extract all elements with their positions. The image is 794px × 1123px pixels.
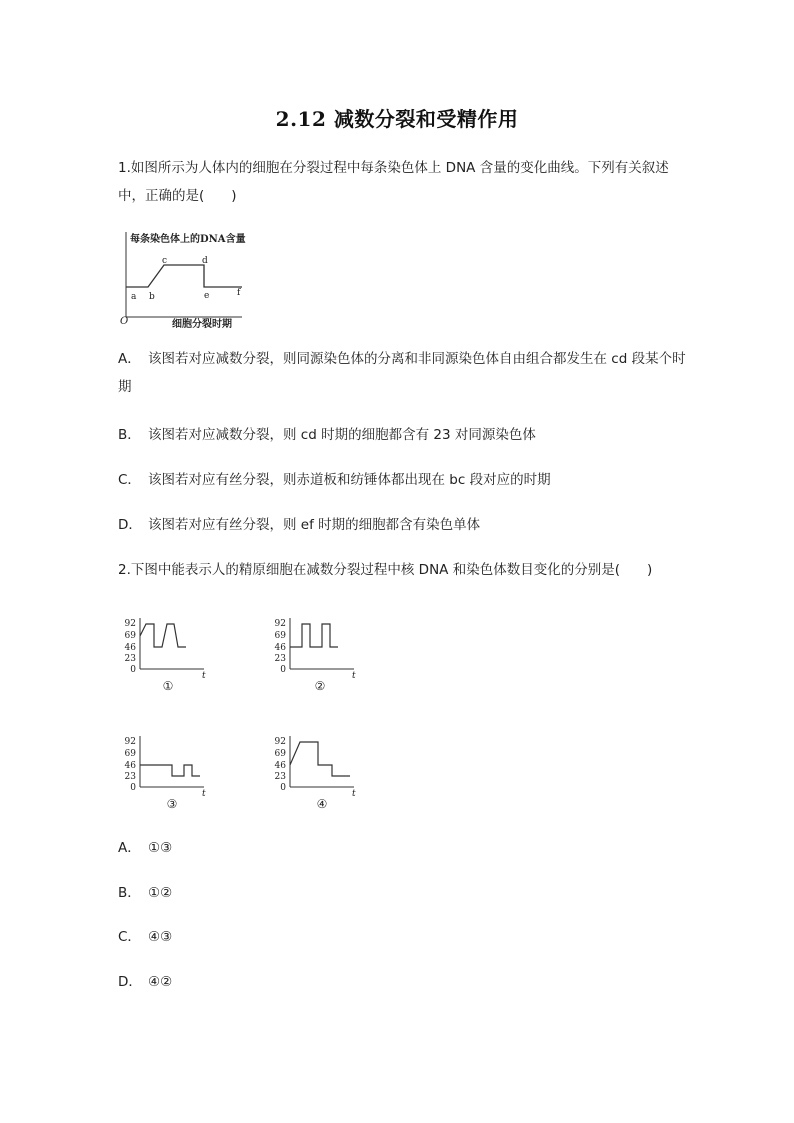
q2-option-c[interactable]: C． ④③ — [118, 929, 173, 945]
q2-option-a[interactable]: A． ①③ — [118, 840, 173, 856]
q2-option-d[interactable]: D． ④② — [118, 974, 173, 990]
point-label-c: c — [162, 256, 168, 266]
point-label-e: e — [204, 291, 210, 301]
graph1-caption: ① — [162, 679, 174, 693]
graph2-tick-92: 92 — [274, 619, 286, 629]
graph1-tick-23: 23 — [124, 654, 136, 664]
q2-option-b[interactable]: B． ①② — [118, 885, 173, 901]
question-2-stem: 2.下图中能表示人的精原细胞在减数分裂过程中核 DNA 和染色体数目变化的分别是( ) — [118, 562, 653, 578]
graph3-caption: ③ — [166, 797, 178, 811]
graph4-caption: ④ — [316, 797, 328, 811]
question-1-stem: 1.如图所示为人体内的细胞在分裂过程中每条染色体上 DNA 含量的变化曲线。下列有关叙述中，正确的是( ) — [118, 160, 669, 204]
graph1-tick-0: 0 — [130, 665, 136, 675]
figure1-origin: O — [120, 316, 129, 327]
figure1-curve — [126, 265, 242, 287]
graph2-tick-46: 46 — [274, 643, 286, 653]
graph1-x-label: t — [202, 671, 206, 681]
q1-option-d[interactable]: D． 该图若对应有丝分裂，则 ef 时期的细胞都含有染色单体 — [118, 517, 481, 533]
graph2-tick-69: 69 — [274, 631, 286, 641]
graph2-x-label: t — [352, 671, 356, 681]
graph-3 — [116, 730, 212, 812]
q1-option-c[interactable]: C． 该图若对应有丝分裂，则赤道板和纺锤体都出现在 bc 段对应的时期 — [118, 472, 551, 488]
graph3-x-label: t — [202, 789, 206, 799]
q1-option-b[interactable]: B． 该图若对应减数分裂，则 cd 时期的细胞都含有 23 对同源染色体 — [118, 427, 536, 443]
graph-1 — [116, 612, 212, 694]
graph2-tick-0: 0 — [280, 665, 286, 675]
graph4-tick-46: 46 — [274, 761, 286, 771]
figure1-y-label: 每条染色体上的DNA含量 — [130, 234, 246, 245]
figure1-x-label: 细胞分裂时期 — [172, 319, 232, 330]
graph4-tick-69: 69 — [274, 749, 286, 759]
graph3-tick-23: 23 — [124, 772, 136, 782]
graph3-tick-92: 92 — [124, 737, 136, 747]
point-label-d: d — [202, 256, 208, 266]
point-label-a: a — [131, 292, 137, 302]
graph2-tick-23: 23 — [274, 654, 286, 664]
graph1-tick-69: 69 — [124, 631, 136, 641]
graph4-tick-0: 0 — [280, 783, 286, 793]
page-title: 2.12 减数分裂和受精作用 — [275, 107, 519, 131]
dna-content-curve-figure — [116, 228, 256, 332]
graph4-x-label: t — [352, 789, 356, 799]
q1-option-a[interactable]: A． 该图若对应减数分裂，则同源染色体的分离和非同源染色体自由组合都发生在 cd 段某个时期 — [118, 351, 686, 395]
graph4-tick-92: 92 — [274, 737, 286, 747]
graph1-tick-92: 92 — [124, 619, 136, 629]
graph1-tick-46: 46 — [124, 643, 136, 653]
graph2-caption: ② — [314, 679, 326, 693]
point-label-b: b — [149, 292, 155, 302]
graph3-tick-0: 0 — [130, 783, 136, 793]
graph-2 — [266, 612, 362, 694]
graph3-tick-69: 69 — [124, 749, 136, 759]
graph-4 — [266, 730, 362, 812]
graph4-tick-23: 23 — [274, 772, 286, 782]
point-label-f: f — [237, 288, 241, 298]
graph3-tick-46: 46 — [124, 761, 136, 771]
